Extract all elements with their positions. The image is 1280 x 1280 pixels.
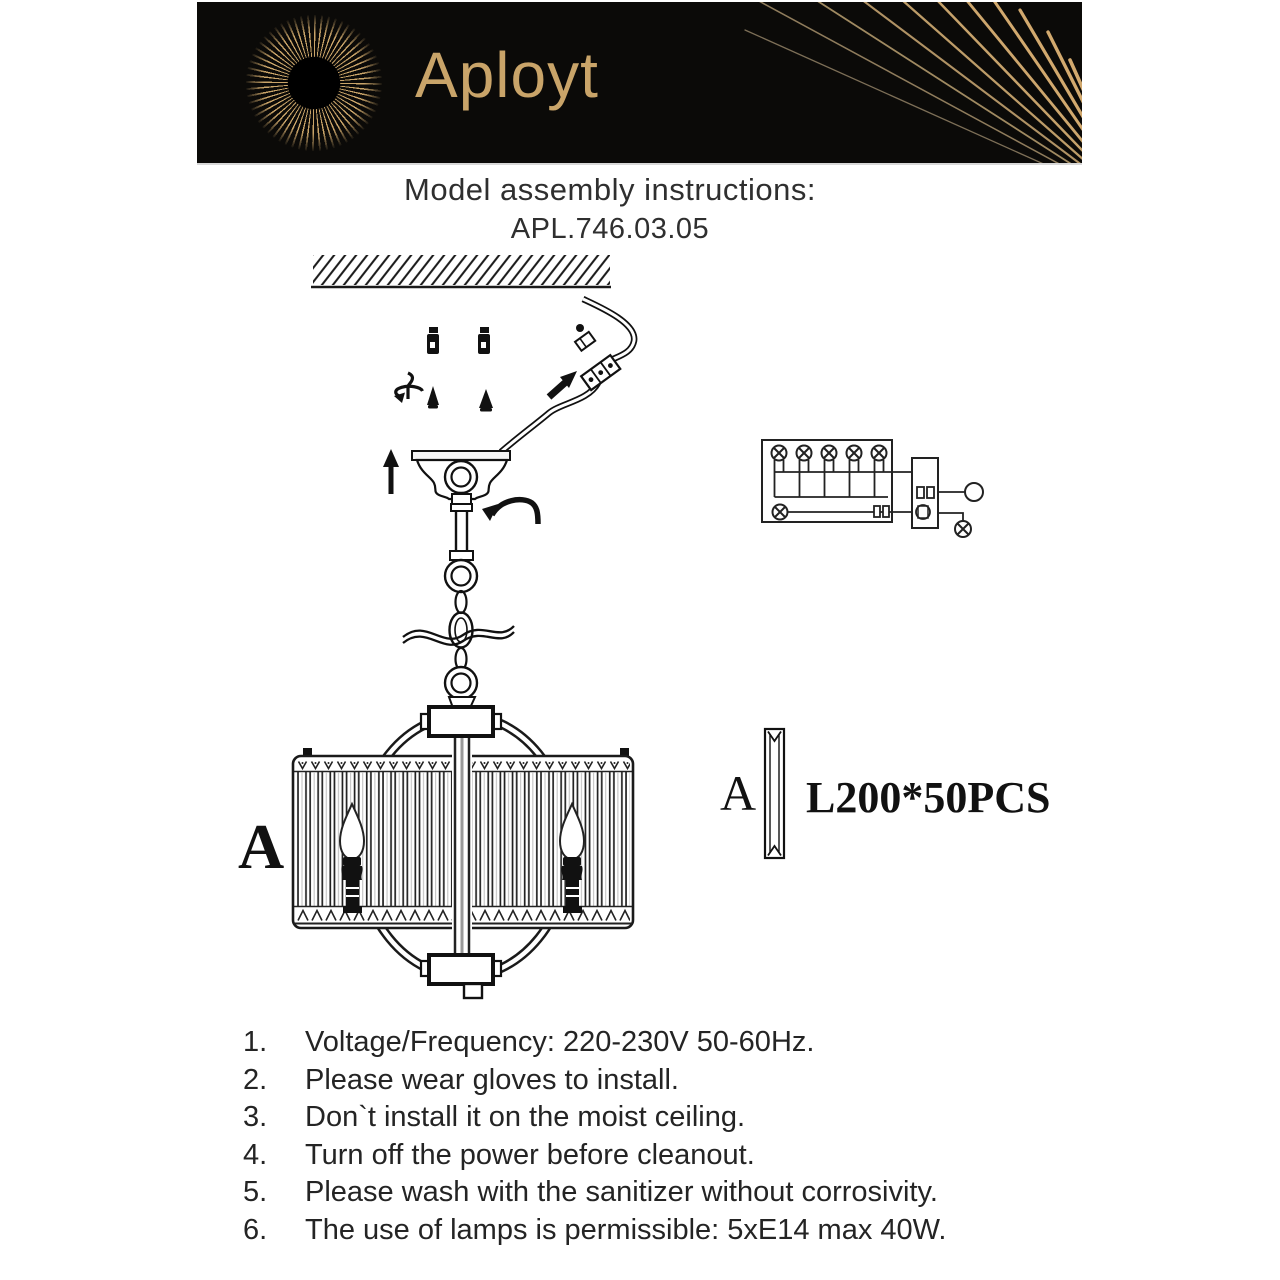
instruction-item [243, 1212, 1203, 1250]
instructions-list [243, 1024, 1203, 1250]
lamp-circle-x-icon [955, 521, 971, 537]
central-rod [452, 736, 472, 958]
instruction-item [243, 1024, 1203, 1062]
top-hub [421, 707, 501, 736]
instruction-item [243, 1174, 1203, 1212]
arrow-up-right-icon [549, 371, 577, 397]
terminal-block-icon [912, 458, 938, 528]
ceiling-hatch-icon [311, 255, 611, 287]
item-number: 1. [243, 1026, 268, 1058]
suspension-chain [445, 504, 477, 708]
assembly-label-a: A [238, 811, 285, 882]
brand-name: Aployt [415, 39, 599, 111]
ceiling-canopy [412, 451, 510, 506]
crystal-label-a: A [720, 765, 757, 821]
item-number: 4. [243, 1138, 268, 1171]
title-line1: Model assembly instructions: [404, 172, 816, 207]
item-number: 6. [243, 1213, 268, 1246]
screw-icon [427, 386, 439, 409]
screw-icon [479, 389, 493, 412]
rotate-hook-arrow-icon [482, 500, 538, 524]
item-text: Turn off the power before cleanout. [305, 1138, 755, 1171]
arrow-up-icon [383, 449, 399, 494]
wiring-diagram [762, 440, 983, 537]
wall-anchor-icon [478, 327, 490, 354]
item-text: The use of lamps is permissible: 5xE14 max 40W. [305, 1213, 947, 1246]
crystal-prism-icon [765, 729, 784, 858]
item-text: Voltage/Frequency: 220-230V 50-60Hz. [305, 1026, 815, 1058]
item-number: 2. [243, 1063, 268, 1096]
item-number: 5. [243, 1176, 268, 1209]
item-text: Please wash with the sanitizer without corrosivity. [305, 1176, 938, 1209]
bottom-hub [421, 955, 501, 998]
model-number: APL.746.03.05 [510, 213, 710, 245]
instruction-item [243, 1062, 1203, 1100]
item-text: Please wear gloves to install. [305, 1063, 679, 1096]
item-number: 3. [243, 1101, 268, 1134]
crystal-spec-label: L200*50PCS [806, 773, 1051, 822]
item-text: Don`t install it on the moist ceiling. [305, 1101, 746, 1134]
twist-direction-icon [394, 373, 423, 403]
instruction-item [243, 1137, 1203, 1175]
wall-anchor-icon [427, 327, 439, 354]
instruction-item [243, 1099, 1203, 1137]
